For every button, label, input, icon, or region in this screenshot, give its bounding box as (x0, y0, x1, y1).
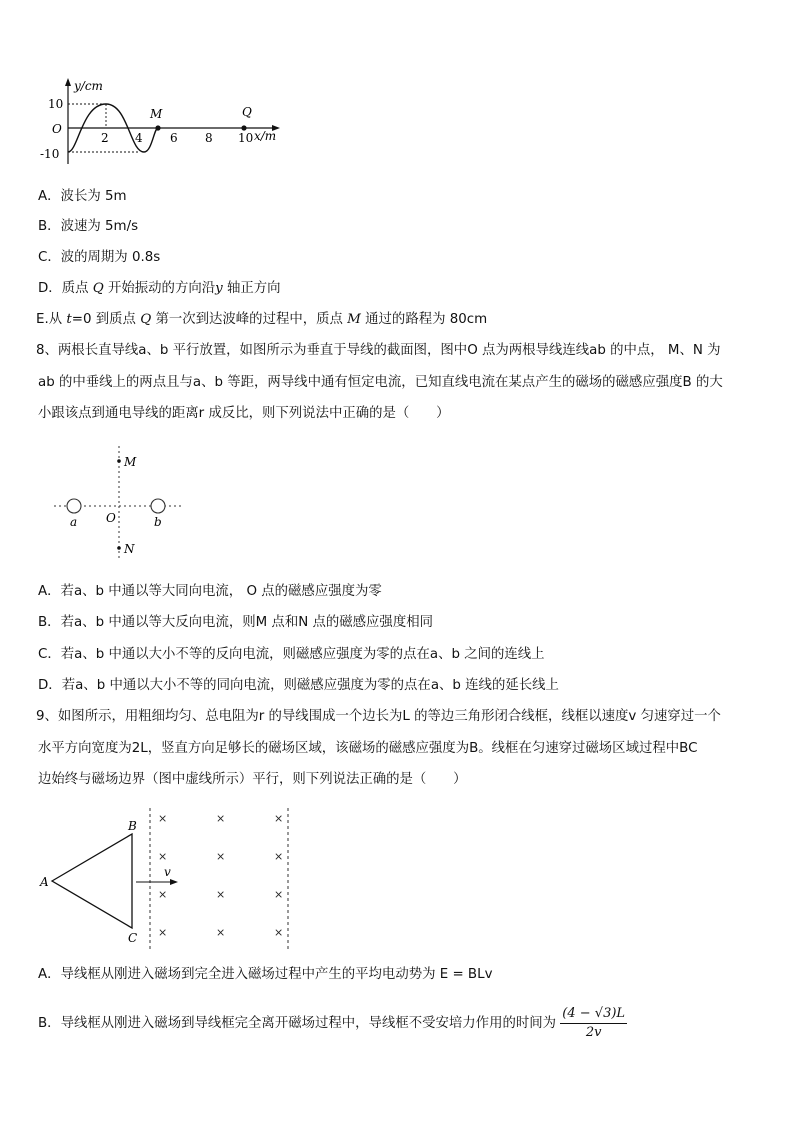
q7-d-q: Q (92, 281, 104, 296)
q8-stem-line1: 8、两根长直导线a、b 平行放置，如图所示为垂直于导线的截面图，图中O 点为两根导线连线ab 的中点， M、N 为 (36, 343, 721, 358)
y-tick-10: 10 (48, 97, 64, 111)
q7-option-d (38, 280, 281, 298)
wire-b (151, 499, 165, 513)
q7-d-post: 轴正方向 (222, 281, 281, 296)
fraction-numerator: (4 − √3)L (560, 1006, 627, 1024)
q7-d-y: y (215, 281, 223, 296)
q9-option-b-text: B．导线框从刚进入磁场到导线框完全离开磁场过程中，导线框不受安培力作用的时间为 (38, 1016, 557, 1031)
q8-stem-line3: 小跟该点到通电导线的距离r 成反比，则下列说法中正确的是（ ） (38, 406, 450, 421)
x-axis-label: x/m (254, 129, 277, 143)
y-axis-label: y/cm (74, 79, 103, 93)
q7-option-a: A．波长为 5m (38, 189, 127, 204)
label-a: a (70, 515, 78, 529)
q7-e-mid2: 第一次到达波峰的过程中，质点 (151, 312, 348, 327)
label-o: O (106, 511, 116, 525)
point-q-dot (241, 125, 246, 130)
q9-stem-line2: 水平方向宽度为2L，竖直方向足够长的磁场区域，该磁场的磁感应强度为B。线框在匀速穿过磁场区域过程中BC (38, 741, 698, 756)
q7-option-e (36, 311, 487, 329)
triangle-field-figure (36, 806, 306, 956)
field-cross: × (158, 888, 168, 901)
label-n: N (124, 542, 135, 556)
x-tick-8: 8 (205, 131, 213, 145)
q7-d-mid: 开始振动的方向沿 (103, 281, 216, 296)
q9-stem-line3: 边始终与磁场边界（图中虚线所示）平行，则下列说法正确的是（ ） (38, 772, 467, 787)
x-tick-4: 4 (135, 131, 143, 145)
q8-option-b: B．若a、b 中通以等大反向电流，则M 点和N 点的磁感应强度相同 (38, 615, 433, 630)
q7-option-c: C．波的周期为 0.8s (38, 250, 161, 265)
field-cross: × (274, 850, 284, 863)
q9-option-b (38, 1004, 627, 1044)
wire-a (67, 499, 81, 513)
field-cross: × (158, 926, 168, 939)
point-q-label: Q (242, 105, 252, 119)
q8-option-c: C．若a、b 中通以大小不等的反向电流，则磁感应强度为零的点在a、b 之间的连线上 (38, 647, 545, 662)
q9-option-a: A．导线框从刚进入磁场到完全进入磁场过程中产生的平均电动势为 E = BLv (38, 967, 493, 982)
triangle-frame (52, 834, 132, 928)
q7-option-b: B．波速为 5m/s (38, 219, 139, 234)
q7-e-m: M (347, 312, 361, 327)
point-n-dot (117, 546, 121, 550)
field-cross: × (158, 812, 168, 825)
x-tick-2: 2 (101, 131, 109, 145)
field-cross: × (158, 850, 168, 863)
field-cross: × (274, 812, 284, 825)
label-c: C (128, 931, 138, 945)
wires-figure (50, 440, 190, 570)
label-v: v (164, 865, 171, 879)
q7-e-q: Q (140, 312, 152, 327)
field-cross: × (216, 926, 226, 939)
x-tick-6: 6 (170, 131, 178, 145)
fraction-denominator: 2v (585, 1024, 602, 1040)
q9-stem-line1: 9、如图所示，用粗细均匀、总电阻为r 的导线围成一个边长为L 的等边三角形闭合线框，线框以速度v 匀速穿过一个 (36, 709, 721, 724)
q7-e-post: 通过的路程为 80cm (360, 312, 488, 327)
point-m-dot (117, 459, 121, 463)
q7-d-pre: D．质点 (38, 281, 93, 296)
q8-stem-line2: ab 的中垂线上的两点且与a、b 等距，两导线中通有恒定电流，已知直线电流在某点产生的磁场的磁感应强度B 的大 (38, 375, 723, 390)
field-cross: × (216, 888, 226, 901)
q7-e-pre: E.从 (36, 312, 67, 327)
y-axis-arrow (65, 78, 71, 86)
point-m-dot (155, 125, 160, 130)
wave-graph (30, 78, 290, 168)
field-cross: × (216, 850, 226, 863)
q8-option-d: D．若a、b 中通以大小不等的同向电流，则磁感应强度为零的点在a、b 连线的延长线上 (38, 678, 559, 693)
q7-e-t: t (66, 312, 72, 327)
label-b: b (154, 515, 162, 529)
velocity-arrowhead (170, 879, 178, 885)
y-tick-neg10: -10 (40, 147, 60, 161)
field-cross: × (274, 888, 284, 901)
field-cross: × (274, 926, 284, 939)
fraction (560, 1006, 627, 1041)
x-tick-10: 10 (238, 131, 254, 145)
point-m-label: M (150, 107, 163, 121)
field-cross: × (216, 812, 226, 825)
origin-label: O (52, 122, 62, 136)
q7-e-mid1: =0 到质点 (71, 312, 141, 327)
label-b: B (128, 819, 137, 833)
q8-option-a: A．若a、b 中通以等大同向电流， O 点的磁感应强度为零 (38, 584, 382, 599)
label-a: A (40, 875, 49, 889)
label-m: M (124, 455, 137, 469)
